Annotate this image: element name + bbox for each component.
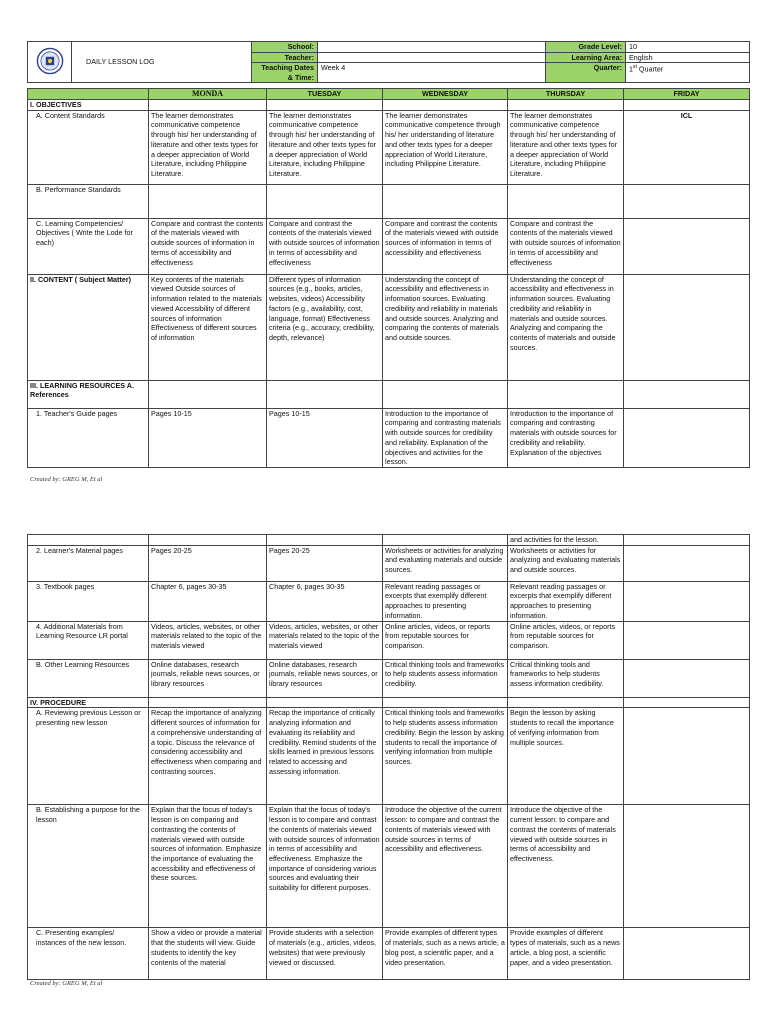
lesson-table-page-2	[27, 534, 750, 980]
p1-cell-tuesday	[267, 380, 383, 408]
p1-cell-wednesday	[383, 380, 508, 408]
table-row	[28, 708, 750, 805]
day-header-blank	[28, 89, 149, 100]
quarter-label: Quarter:	[546, 63, 626, 83]
row-label: B. Performance Standards	[28, 184, 149, 218]
p2-cell-thursday: Critical thinking tools and frameworks to help students assess information credibility.	[508, 659, 624, 697]
p1-cell-tuesday: The learner demonstrates communicative competence through his/ her understanding of literature and other texts types for a deeper appreciation of World Literature, including Philippine Literature.	[267, 110, 383, 184]
grade-value: 10	[626, 42, 750, 53]
quarter-word: Quarter	[636, 64, 664, 74]
p1-cell-wednesday	[383, 184, 508, 218]
table-row	[28, 380, 750, 408]
table-row	[28, 928, 750, 980]
table-row	[28, 805, 750, 928]
p2-cell-tuesday: Online databases, research journals, reliable news sources, or library resources	[267, 659, 383, 697]
dates-value: Week 4	[318, 63, 546, 83]
teacher-value	[318, 52, 546, 63]
row-label: A. Reviewing previous Lesson or presenting new lesson	[28, 708, 149, 805]
school-label: School:	[252, 42, 318, 53]
p1-cell-monday: Key contents of the materials viewed Outside sources of information related to the materials viewed Accessibility of different sources of information Effectiveness of different sources of information	[149, 274, 267, 380]
p1-cell-wednesday: Understanding the concept of accessibility and effectiveness in information sources. Evaluating credibility and reliability in materials and outside sources. Analyzing and comparing the contents of materials and outside sources.	[383, 274, 508, 380]
p2-cell-tuesday	[267, 697, 383, 708]
p1-cell-thursday: The learner demonstrates communicative competence through his/ her understanding of literature and other texts types for a deeper appreciation of World Literature, including Philippine Literature.	[508, 110, 624, 184]
day-friday: FRIDAY	[624, 89, 750, 100]
table-row	[28, 659, 750, 697]
p1-cell-tuesday: Different types of information sources (e.g., books, articles, websites, videos) Accessibility factors (e.g., availability, cost, language, format) Effectiveness criteria (e.g., accuracy, credibility, depth, relevance)	[267, 274, 383, 380]
p1-cell-friday	[624, 100, 750, 111]
document-title: DAILY LESSON LOG	[72, 42, 252, 83]
p2-cell-monday: Chapter 6, pages 30-35	[149, 581, 267, 621]
p2-cell-wednesday: Worksheets or activities for analyzing and evaluating materials and outside sources.	[383, 545, 508, 581]
quarter-number: 1	[629, 64, 633, 74]
row-label: 2. Learner's Material pages	[28, 545, 149, 581]
p2-cell-friday	[624, 659, 750, 697]
p2-cell-monday: Show a video or provide a material that the students will view. Guide students to identify the key contents of the material	[149, 928, 267, 980]
p2-cell-tuesday: Pages 20-25	[267, 545, 383, 581]
p2-cell-thursday: Begin the lesson by asking students to recall the importance of verifying information from multiple sources.	[508, 708, 624, 805]
row-label: C. Learning Competencies/ Objectives ( Write the Lode for each)	[28, 218, 149, 274]
teacher-label: Teacher:	[252, 52, 318, 63]
p2-cell-monday: Videos, articles, websites, or other materials related to the topic of the materials viewed	[149, 621, 267, 659]
page-2-rows	[28, 535, 750, 980]
seal-icon	[36, 47, 64, 75]
p2-cell-friday	[624, 805, 750, 928]
dates-label: Teaching Dates & Time:	[252, 63, 318, 83]
grade-label: Grade Level:	[546, 42, 626, 53]
p1-cell-thursday	[508, 184, 624, 218]
p1-cell-monday	[149, 184, 267, 218]
p1-cell-tuesday: Pages 10-15	[267, 408, 383, 467]
p2-cell-tuesday	[267, 535, 383, 546]
table-row	[28, 110, 750, 184]
p1-cell-friday	[624, 218, 750, 274]
row-label: 3. Textbook pages	[28, 581, 149, 621]
p1-cell-tuesday	[267, 184, 383, 218]
p1-cell-wednesday: Introduction to the importance of comparing and contrasting materials with outside sources for credibility and reliability. Explanation of the objectives and activities for the lesson.	[383, 408, 508, 467]
learning-area-value: English	[626, 52, 750, 63]
row-label: II. CONTENT ( Subject Matter)	[28, 274, 149, 380]
footer-credit-2: Created by: GREG M, Et al	[30, 980, 103, 987]
quarter-value	[626, 63, 750, 83]
p2-cell-tuesday: Explain that the focus of today's lesson is to compare and contrast the contents of materials viewed with outside sources of information in terms of accessibility and effectiveness. Emphasize the importance of considering various sources and evaluating their suitability for different purposes.	[267, 805, 383, 928]
p2-cell-wednesday: Provide examples of different types of materials, such as a news article, a blog post, a scientific paper, and a video presentation.	[383, 928, 508, 980]
page-1-rows	[28, 100, 750, 468]
p2-cell-monday	[149, 697, 267, 708]
p2-cell-wednesday	[383, 535, 508, 546]
p1-cell-friday	[624, 380, 750, 408]
p2-cell-tuesday: Videos, articles, websites, or other materials related to the topic of the materials viewed	[267, 621, 383, 659]
p1-cell-tuesday	[267, 100, 383, 111]
p1-cell-friday	[624, 408, 750, 467]
p2-cell-friday	[624, 708, 750, 805]
row-label: A. Content Standards	[28, 110, 149, 184]
p2-cell-wednesday: Online articles, videos, or reports from reputable sources for comparison.	[383, 621, 508, 659]
p1-cell-thursday	[508, 380, 624, 408]
school-value	[318, 42, 546, 53]
p2-cell-friday	[624, 581, 750, 621]
p2-cell-thursday	[508, 697, 624, 708]
p2-cell-thursday: Worksheets or activities for analyzing and evaluating materials and outside sources.	[508, 545, 624, 581]
table-row	[28, 274, 750, 380]
deped-seal	[28, 42, 72, 83]
p1-cell-thursday: Introduction to the importance of comparing and contrasting materials with outside sources for credibility and reliability. Explanation of the objectives	[508, 408, 624, 467]
p1-cell-monday: Compare and contrast the contents of the materials viewed with outside sources of information in terms of accessibility and effectiveness	[149, 218, 267, 274]
p2-cell-wednesday: Relevant reading passages or excerpts that exemplify different approaches to presenting information.	[383, 581, 508, 621]
lesson-table-page-1	[27, 88, 750, 468]
row-label: IV. PROCEDURE	[28, 697, 149, 708]
p1-cell-wednesday: The learner demonstrates communicative competence through his/ her understanding of literature and other texts types for a deeper appreciation of World Literature, including Philippine Literature.	[383, 110, 508, 184]
quarter-suffix: st	[633, 64, 637, 70]
day-wednesday: WEDNESDAY	[383, 89, 508, 100]
row-label: B. Establishing a purpose for the lesson	[28, 805, 149, 928]
p2-cell-monday: Explain that the focus of today's lesson is on comparing and contrasting the contents of materials viewed with outside sources of information. Emphasize the importance of evaluating the accessibility and effectiveness of these sources.	[149, 805, 267, 928]
p2-cell-monday: Recap the importance of analyzing different sources of information for a comprehensive understanding of a topic. Discuss the relevance of considering accessibility and effectiveness when comparing and contrasting sources.	[149, 708, 267, 805]
table-row	[28, 100, 750, 111]
p2-cell-friday	[624, 545, 750, 581]
p1-cell-monday: The learner demonstrates communicative competence through his/ her understanding of literature and other texts types for a deeper appreciation of World Literature, including Philippine Literature.	[149, 110, 267, 184]
p1-cell-tuesday: Compare and contrast the contents of the materials viewed with outside sources of information in terms of accessibility and effectiveness	[267, 218, 383, 274]
p2-cell-friday	[624, 697, 750, 708]
row-label: 1. Teacher's Guide pages	[28, 408, 149, 467]
p1-cell-wednesday: Compare and contrast the contents of the materials viewed with outside sources of information in terms of accessibility and effectiveness	[383, 218, 508, 274]
p1-cell-thursday: Understanding the concept of accessibility and effectiveness in information sources. Evaluating credibility and reliability in materials and outside sources. Analyzing and comparing the contents of materials and outside sources.	[508, 274, 624, 380]
table-row	[28, 408, 750, 467]
p2-cell-friday	[624, 535, 750, 546]
table-row	[28, 545, 750, 581]
p2-cell-wednesday	[383, 697, 508, 708]
row-label	[28, 535, 149, 546]
table-row	[28, 621, 750, 659]
table-row	[28, 697, 750, 708]
learning-area-label: Learning Area:	[546, 52, 626, 63]
p2-cell-thursday: and activities for the lesson.	[508, 535, 624, 546]
table-row	[28, 218, 750, 274]
p2-cell-monday	[149, 535, 267, 546]
p1-cell-friday	[624, 274, 750, 380]
p2-cell-thursday: Provide examples of different types of materials, such as a news article, a blog post, a scientific paper, and a video presentation.	[508, 928, 624, 980]
p2-cell-thursday: Relevant reading passages or excerpts that exemplify different approaches to presenting information.	[508, 581, 624, 621]
p2-cell-tuesday: Recap the importance of critically analyzing information and evaluating its reliability and credibility. Remind students of the skills learned in previous lessons related to accessing and assessing information.	[267, 708, 383, 805]
p2-cell-monday: Pages 20-25	[149, 545, 267, 581]
p2-cell-monday: Online databases, research journals, reliable news sources, or library resources	[149, 659, 267, 697]
p1-cell-monday	[149, 380, 267, 408]
table-row	[28, 535, 750, 546]
p2-cell-wednesday: Critical thinking tools and frameworks to help students assess information credibility.	[383, 659, 508, 697]
p1-cell-monday	[149, 100, 267, 111]
p2-cell-tuesday: Provide students with a selection of materials (e.g., articles, videos, websites) that were previously viewed or discussed.	[267, 928, 383, 980]
p2-cell-friday	[624, 621, 750, 659]
p1-cell-monday: Pages 10-15	[149, 408, 267, 467]
p2-cell-tuesday: Chapter 6, pages 30-35	[267, 581, 383, 621]
row-label: B. Other Learning Resources	[28, 659, 149, 697]
day-monday: MONDA	[149, 89, 267, 100]
p2-cell-thursday: Introduce the objective of the current lesson: to compare and contrast the contents of materials viewed with outside sources in terms of accessibility and effectiveness.	[508, 805, 624, 928]
table-row	[28, 184, 750, 218]
p2-cell-wednesday: Introduce the objective of the current lesson: to compare and contrast the contents of materials viewed with outside sources in terms of accessibility and effectiveness.	[383, 805, 508, 928]
p1-cell-friday: ICL	[624, 110, 750, 184]
row-label: 4. Additional Materials from Learning Resource LR portal	[28, 621, 149, 659]
row-label: C. Presenting examples/ instances of the new lesson.	[28, 928, 149, 980]
day-tuesday: TUESDAY	[267, 89, 383, 100]
p2-cell-thursday: Online articles, videos, or reports from reputable sources for comparison.	[508, 621, 624, 659]
row-label: III. LEARNING RESOURCES A. References	[28, 380, 149, 408]
p1-cell-thursday	[508, 100, 624, 111]
day-thursday: THURSDAY	[508, 89, 624, 100]
footer-credit-1: Created by: GREG M, Et al	[30, 476, 103, 483]
row-label: I. OBJECTIVES	[28, 100, 149, 111]
p1-cell-friday	[624, 184, 750, 218]
p2-cell-wednesday: Critical thinking tools and frameworks to help students assess information credibility. Begin the lesson by asking students to recall the importance of verifying information from multiple sources.	[383, 708, 508, 805]
p1-cell-thursday: Compare and contrast the contents of the materials viewed with outside sources of information in terms of accessibility and effectiveness	[508, 218, 624, 274]
header-table	[27, 41, 750, 83]
day-header-row	[28, 89, 750, 100]
p2-cell-friday	[624, 928, 750, 980]
table-row	[28, 581, 750, 621]
p1-cell-wednesday	[383, 100, 508, 111]
